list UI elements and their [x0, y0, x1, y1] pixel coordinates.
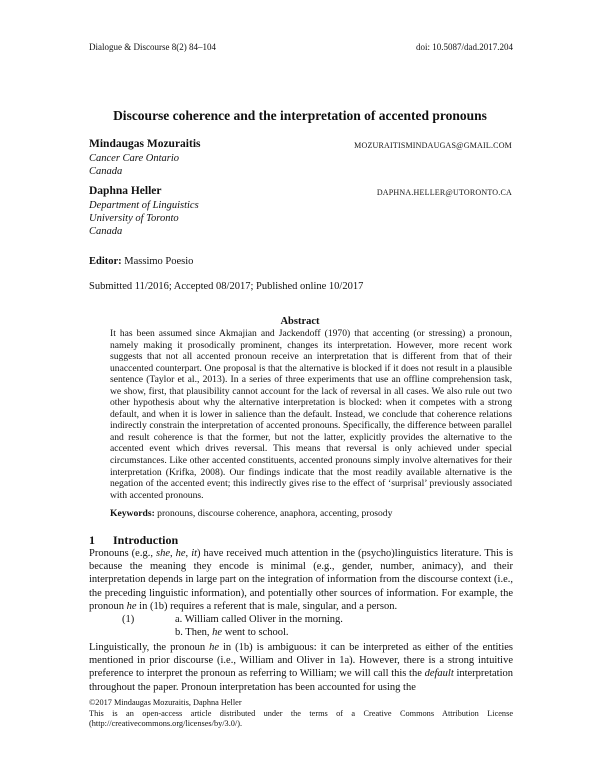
editor-line	[89, 256, 193, 267]
affiliation-line: Cancer Care Ontario	[89, 153, 180, 164]
editor-label: Editor:	[89, 256, 122, 267]
author-email-1[interactable]: MOZURAITISMINDAUGAS@GMAIL.COM	[354, 141, 512, 150]
author-affiliation-2	[89, 199, 199, 238]
doi-link[interactable]: doi: 10.5087/dad.2017.204	[416, 42, 513, 52]
author-email-2[interactable]: DAPHNA.HELLER@UTORONTO.CA	[376, 188, 512, 197]
intro-paragraph-1	[89, 547, 513, 613]
abstract-text: It has been assumed since Akmajian and Jackendoff (1970) that accenting (or stressing) a pronoun, namely making it prosodically prominent, changes its interpretation. However, more recent work suggests that not all accented pronoun receive an interpretation that is different from that of their unaccented counterpart. One proposal is that the alternative is blocked if it does not result in a plausible sentence (Taylor et al., 2013). In a series of three experiments that use an offline comprehension task, we show, first, that plausibility cannot account for the lack of reversal in all cases. We also rule out two other hypothesis about why the alternative interpretation is blocked: when it competes with a strong default, and when it is lower in salience than the default. Instead, we conclude that coherence relations indirectly constrain the interpretation of accented pronouns. Specifically, the difference between parallel and result coherence is that the former, but not the latter, explicitly provides the alternative to the accented event which drives reversal. This means that reversal is only achieved under special circumstances. Like other accented constituents, accented pronouns simply involve alternatives for their interpretation (Krifka, 2008). Our findings indicate that the most readily available alternative is the negation of the accented event; this indirectly gives rise to the effect of ‘surprisal’ previously associated with accented pronouns.	[110, 328, 512, 501]
abstract-body	[110, 328, 512, 501]
abstract-heading: Abstract	[280, 316, 320, 327]
author-affiliation-1	[89, 152, 179, 178]
example-line-b: b. Then, he went to school.	[175, 627, 289, 638]
affiliation-line: Department of Linguistics	[89, 200, 199, 211]
editor-name: Massimo Poesio	[124, 256, 194, 267]
affiliation-line: Canada	[89, 166, 123, 177]
keywords-line	[110, 508, 512, 519]
affiliation-line: Canada	[89, 226, 123, 237]
author-name-1: Mindaugas Mozuraitis	[89, 138, 201, 150]
affiliation-line: University of Toronto	[89, 213, 179, 224]
section-title: Introduction	[113, 533, 179, 547]
paragraph-text: Pronouns (e.g., she, he, it) have received much attention in the (psycho)linguistics literature. This is because the meaning they encode is minimal (e.g., gender, number, animacy), and their interpretation depends in large part on the integration of information from the discourse context (i.e., the preceding linguistic information), and potentially other sources of information. For example, the pronoun he in (1b) requires a referent that is male, singular, and a person.	[89, 548, 513, 612]
page-footer	[89, 698, 513, 730]
paper-title: Discourse coherence and the interpretation of accented pronouns	[113, 108, 487, 123]
keywords-label: Keywords:	[110, 508, 155, 519]
paragraph-text: Linguistically, the pronoun he in (1b) is ambiguous: it can be interpreted as either of the entities mentioned in prior discourse (i.e., William and Oliver in 1a). However, there is a strong intuitive preference to interpret the pronoun as referring to William; we will call this the default interpretation throughout the paper. Pronoun interpretation has been accounted for using the	[89, 642, 513, 693]
example-number: (1)	[122, 614, 135, 625]
journal-citation: Dialogue & Discourse 8(2) 84–104	[89, 42, 216, 52]
keywords-text: pronouns, discourse coherence, anaphora, accenting, prosody	[157, 508, 393, 519]
copyright-line: ©2017 Mindaugas Mozuraitis, Daphna Heller	[89, 698, 242, 707]
intro-paragraph-2	[89, 641, 513, 694]
submission-dates: Submitted 11/2016; Accepted 08/2017; Published online 10/2017	[89, 281, 364, 292]
example-line-a: a. William called Oliver in the morning.	[175, 614, 343, 625]
section-number: 1	[89, 533, 95, 547]
section-heading	[89, 533, 178, 548]
license-line: This is an open-access article distributed under the terms of a Creative Commons Attribution License (http://creativecommons.org/licenses/by/3.0/).	[89, 708, 513, 728]
author-name-2: Daphna Heller	[89, 185, 162, 197]
